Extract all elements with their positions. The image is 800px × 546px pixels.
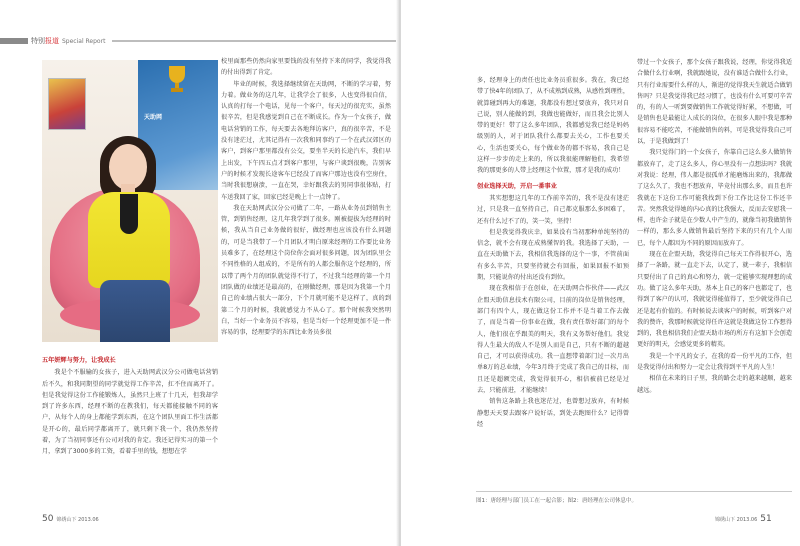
left-column-1 [42, 351, 218, 526]
paragraph: 其实想想这几年的工作前辛苦的，我不是没有迷茫过，只是我一直坚持自己，自己都克服那么多困难了，还有什么过不了的，笑一笑，坚持！ [477, 194, 629, 225]
photo-caption: 图1：唐经理与部门员工在一起合影；图2：唐经理在公司休息中。 [476, 491, 792, 504]
trophy-icon [164, 64, 190, 94]
paragraph: 销售这条路上我也迷茫过，也曾想过放弃，有时候静想天天要去跟客户说好话，到处去跑图什么？记得曾经 [477, 398, 629, 428]
section-subhead: 创业选择天助，开启一番事业 [477, 182, 557, 190]
right-column-1 [477, 75, 629, 455]
paragraph: 多，经理身上的责任也比业务员重很多。我在，我已经带了快4年的团队了，从不成熟到成熟，从感性到理性，就算碰到再大的难题，我都没有想过要放弃，我只对自己说，别人能做的到，我做也能做好，而且我会比别人带的更好！带了这么多年团队，我都感觉我已经是妈妈级别的人，对于团队我什么都要去关心，工作也要关心，生活也要关心，每个做业务的都不容易，我自己是这样一步步的走上来的，所以我很能理解他们，我希望我的那更多的人带上经理这个位置，那才是我的成功！ [477, 77, 629, 175]
right-folio [712, 514, 772, 524]
section-tag-highlight: 报道 [45, 37, 59, 45]
paragraph: 我在天助网武汉分公司做了二年，一路从业务员到销售主管，到销售经理，这几年我学到了很多。刚被提拔为经理的时候，我从当自己业务做的很好，做经理也应该没有什么问题的，可是当我带了一个月团队才明白原来经理的工作要比业务员难多了，在经理这个岗位你会面对很多问题，因为团队里会不同性格的人组成的，不是所有的人都会服你这个经理的，所以带了两个月的团队就觉得不行了，不过我当经理的第一个月团队做的业绩还是最高的，在刚做经理，那是因为我第一个月自己的业绩占很大一部分，下个月就可能不是这样了，真的到第二个月的时候，我就感觉力不从心了。那个时候我突然明白，当好一个业务员不容易，但是当好一个经理更加不是一件容易的事，经理要学的东西比业务员多很 [221, 204, 391, 337]
portrait-photo [42, 60, 218, 342]
wall-poster [48, 78, 86, 130]
page-number: 50 [42, 514, 54, 524]
paragraph: 毕业的时候，我选择继续留在天助网，不断的学习着，努力着。做业务的这几年，让我学会了很多，人也变得很自信，认真的打每一个电话，见每一个客户，每天过的很充实，虽然很辛苦，但是我感觉到自己在不断成长。作为一个女孩子，做电话营销的工作，每天要去各地拜访客户，真的很辛苦，不是没有迷茫过，尤其记得有一次我和同事约了一个在武汉郊区的客户，到客户那里都没有公交，要坐半天的长途汽车，我们早上出发，下午四五点才到客户那里，与客户谈到很晚，告别客户的时候才发现长途客车已经没了而客户那边也没有空房住，当时我很想崩溃，一直在哭，幸好跟我去的男同事很体贴，打车送我回了家，回家已经是晚上十一点钟了。 [221, 80, 391, 201]
left-page [0, 0, 399, 546]
header-bar-right [112, 40, 396, 42]
blue-jeans [100, 280, 170, 342]
left-folio [42, 514, 99, 524]
paragraph: 带过一个女孩子，那个女孩子跟我说，经理，你觉得我适合做什么行业啊，我就跟她说，没有谁适合做什么行业，只有行业需要什么样的人，渐进的觉得我天生就适合做销售吗？只是我觉得我已经习惯了，也没有什么可要可辛苦的，有的人一听到要做销售工作就觉得好累，不想做，可是销售也是最能让人成长的岗位，在很多人眼中我是那种很容易不能吃苦，不能做销售的料，可是我觉得我自己可以，于是我做到了！ [637, 59, 792, 146]
page-number: 51 [760, 514, 772, 524]
paragraph: 我是一个平凡的女子，在我的看一份平凡的工作，但是我觉得付出和努力一定会让我得到平平凡的人生！ [637, 352, 792, 372]
paragraph: 我只觉得门的一个女孩子，你靠自己这么多人做销售都放弃了，走了这么多人，你心里没有一点想法吗？我就对我说：经理，伟人都是很孤单才能磨炼出来的，我都做了这么久了，我也不想放弃，毕竟付出那么多，而且也许我就在下这份工作可能我找到下份工作比这份工作还辛苦。突然我觉得她的内心真的比我强大，反而去安慰我一样，也许金子就是在少数人中产生的，就像当初我做销售一样的，那么多人做销售最后坚持下来的只有几个人而已，每个人都因为不同的原因而放弃了。 [637, 149, 792, 247]
issue-meta: 锦绣山下 2013.06 [56, 517, 99, 523]
paragraph: 现在在企盟天助，我觉得自己每天工作得很开心，选择了一条路，就一直走下去，认定了，就一辈子，我相信只要付出了自己的真心和努力，就一定能够实现理想的成功。做了这么多年天助，基本上自己的客户也都定了，也得到了客户的认可，我就觉得能值得了，至少就觉得自己还是起有价值的。有时候说去谈客户的时候，听到客户对我的赞许，我那时候就觉得任许这就是我做这份工作想得到的，我也相信我们企盟天助市场的所方有这加下会创造更好的明天，会感觉更多的精英。 [637, 251, 792, 349]
section-subhead: 五年妍辉与努力，让我成长 [42, 357, 116, 364]
paragraph: 现在我相信于在创业，在天助网合作伙伴——武汉企盟天助信息技术有限公司，目前的岗位是销售经理，部门有四个人，现在做这份工作并不是当着工作去做了，而是当着一份事业在做，我有责任帮好部门的每个人，他们很在乎跟美的明天，我有义务帮好他们。我觉得人生最大的敌人不是别人而是自己，只有不断的超越自己，才可以获得成功。我一直想带着部门过一次月出单8万的总业绩，今年3月终于完成了我自己的目标，而且还是超额完成，我觉得很开心，相信被前已经是过去，只能前进，才能继续！ [477, 285, 629, 395]
section-tag-english: Special Report [62, 38, 106, 45]
black-inner-top [120, 194, 138, 234]
section-tag [31, 36, 105, 47]
paragraph: 相信在未来的日子里，我的路会走的越来越顺，越来越远。 [637, 375, 792, 394]
right-column-2 [637, 57, 792, 457]
wall-sign-text: 天助网 [144, 114, 163, 121]
issue-meta: 锦绣山下 2013.06 [715, 517, 758, 523]
paragraph: 我是个不服输的女孩子，进入天助网武汉分公司做电话营销后不久，和我同期望的同学就觉得工作辛苦，扛不住而离开了。但是我觉得这份工作能锻炼人，虽然只上班了十几天，但我却学到了许多东西，经理不断的在教我们，每天都能接触不同的客户，从每个人的身上都能学到东西，在这个团队里面工作生活都是开心的，最后同学都离开了，就只剩下我一个，我仍然坚持着，为了当初同事还有公司对我的肯定。我还记得实习的第一个月，拿到了3000多的工资，看着手里的钱，想想在学 [42, 369, 218, 456]
left-column-2 [221, 56, 391, 526]
section-header [0, 36, 399, 46]
paragraph: 但是我觉得我庆幸，如果没有当初那种单纯坚持的信念，就不会有现在成熟懂智的我。我选择了天助，一直在天助做下去，我相信我选择的这个一事，不管前面有多么辛苦，只要坚持就会有回报，如果回报不如预期，只能说你的付出还没有到位。 [477, 228, 629, 282]
paragraph: 校里面那些仍然向家里要钱的没有坚持下来的同学，我觉得我的付出得到了肯定。 [221, 58, 391, 77]
header-bar-left [0, 38, 28, 44]
section-tag-prefix: 特别 [31, 37, 45, 45]
